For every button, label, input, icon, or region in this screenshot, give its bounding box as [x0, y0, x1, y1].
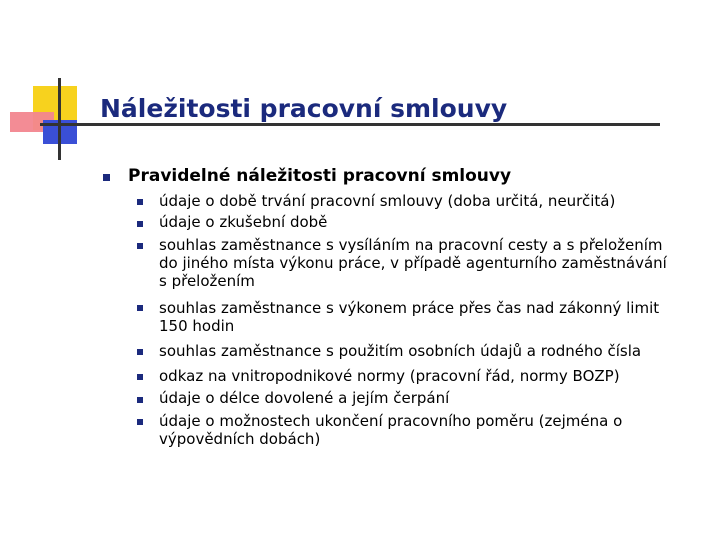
- list-item: údaje o délce dovolené a jejím čerpání: [159, 389, 450, 407]
- bullet-icon: [137, 221, 143, 227]
- bullet-icon: [137, 419, 143, 425]
- list-item: údaje o možnostech ukončení pracovního poměru (zejména o výpovědních dobách): [159, 412, 623, 448]
- section-heading: Pravidelné náležitosti pracovní smlouvy: [128, 166, 512, 186]
- decor-horizontal-rule: [40, 123, 660, 126]
- list-item: údaje o zkušební době: [159, 213, 328, 231]
- bullet-icon: [137, 243, 143, 249]
- bullet-icon: [137, 199, 143, 205]
- list-item: odkaz na vnitropodnikové normy (pracovní řád, normy BOZP): [159, 367, 620, 385]
- slide-title: Náležitosti pracovní smlouvy: [100, 94, 508, 123]
- bullet-icon: [137, 397, 143, 403]
- list-item: souhlas zaměstnance s vysíláním na pracovní cesty a s přeložením do jiného místa výkonu práce, v případě agenturního zaměstnávání s přeložením: [159, 236, 667, 290]
- list-item: souhlas zaměstnance s použitím osobních údajů a rodného čísla: [159, 342, 642, 360]
- list-item: údaje o době trvání pracovní smlouvy (doba určitá, neurčitá): [159, 192, 616, 210]
- bullet-icon: [137, 374, 143, 380]
- bullet-icon: [137, 349, 143, 355]
- list-item: souhlas zaměstnance s výkonem práce přes čas nad zákonný limit 150 hodin: [159, 299, 660, 335]
- level1-bullet-icon: [103, 174, 110, 181]
- decor-vertical-line: [58, 78, 61, 160]
- bullet-icon: [137, 305, 143, 311]
